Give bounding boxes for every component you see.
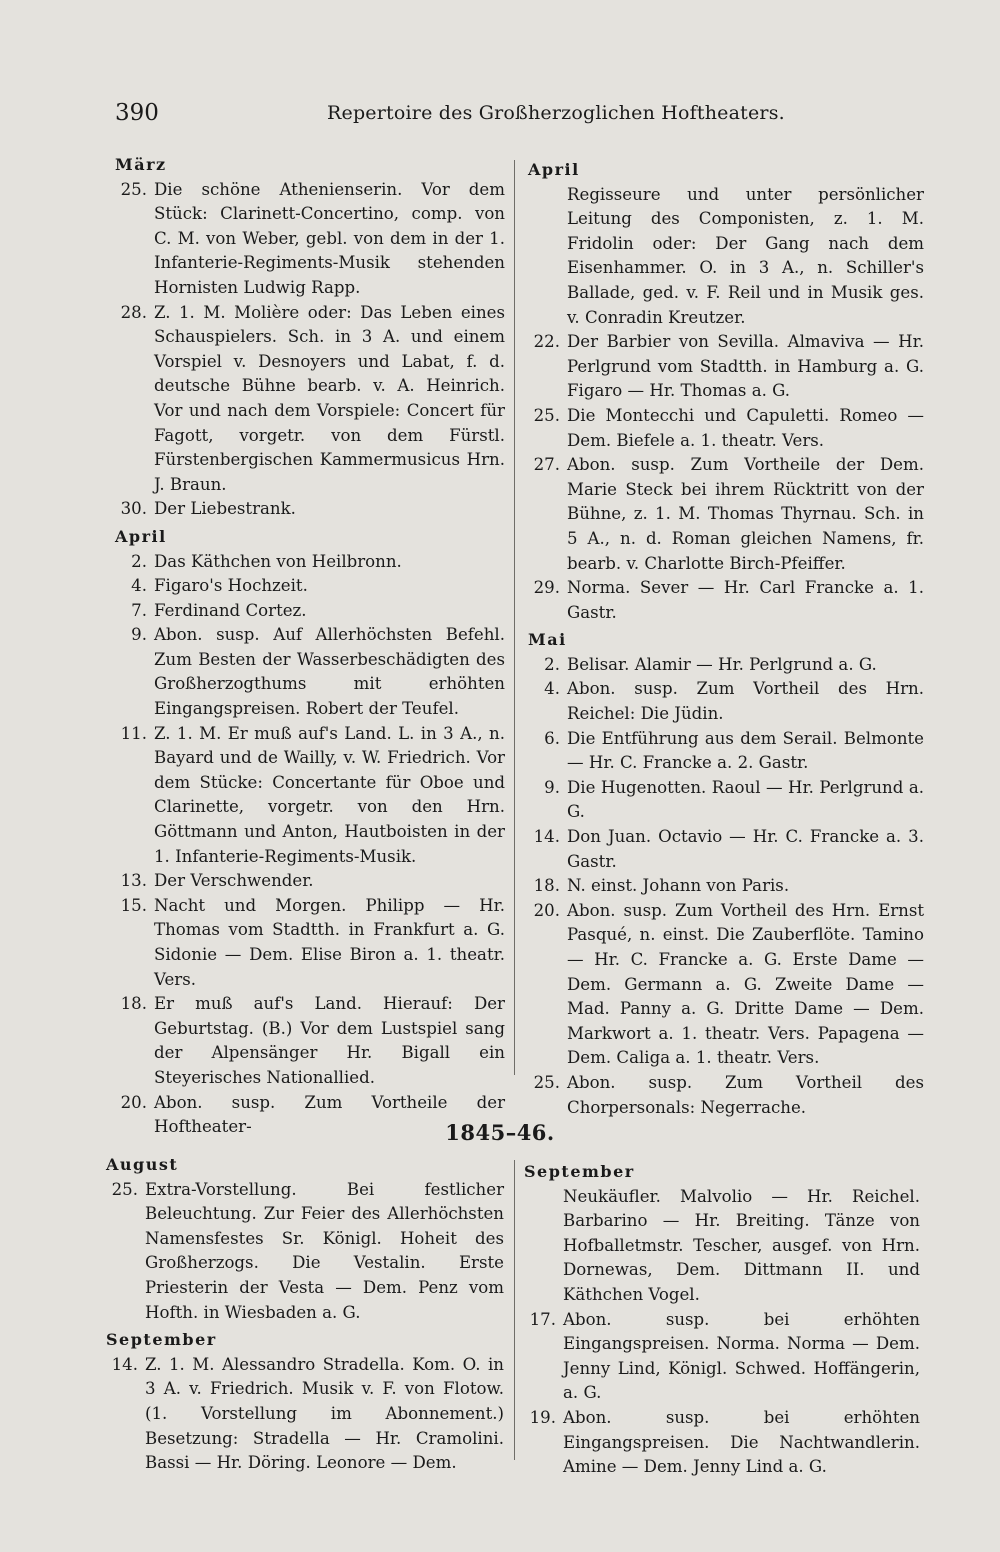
entry-date: 30.	[120, 499, 147, 519]
entry-date: 4.	[131, 576, 147, 596]
performance-entry	[528, 576, 924, 625]
entry-text: Abon. susp. Zum Vortheile der Dem. Marie Steck bei ihrem Rücktritt von der Bühne, z. 1. M. Thomas Thyrnau. Sch. in 5 A., n. d. Roman gleichen Namens, fr. bearb. v. Charlotte Birch-Pfeiffer.	[567, 455, 924, 573]
entry-date: 13.	[120, 871, 147, 891]
entry-date: 20.	[533, 900, 560, 920]
entry-text: Das Käthchen von Heilbronn.	[154, 551, 402, 571]
entry-date: 15.	[120, 895, 147, 915]
performance-entry	[528, 825, 924, 874]
performance-entry	[115, 722, 505, 870]
performance-entry	[524, 1406, 920, 1480]
page-number: 390	[115, 100, 159, 126]
entry-text: Abon. susp. bei erhöhten Eingangspreisen. Norma. Norma — Dem. Jenny Lind, Königl. Schwed. Hoffängerin, a. G.	[563, 1309, 920, 1403]
entry-text: Abon. susp. Auf Allerhöchsten Befehl. Zum Besten der Wasserbeschädigten des Großherzogthums mit erhöhten Eingangspreisen. Robert der Teufel.	[154, 625, 505, 719]
performance-entry	[115, 869, 505, 894]
month-heading: September	[524, 1162, 635, 1181]
entry-date: 18.	[533, 876, 560, 896]
performance-entry	[106, 1353, 504, 1476]
performance-entry	[115, 992, 505, 1090]
month-heading: August	[106, 1155, 179, 1174]
entry-date: 9.	[131, 625, 147, 645]
column-top-left	[115, 150, 505, 1140]
entry-date: 25.	[533, 1072, 560, 1092]
month-heading: Mai	[528, 630, 567, 650]
performance-entry	[106, 1178, 504, 1326]
entry-date: 7.	[131, 600, 147, 620]
running-title: Repertoire des Großherzoglichen Hoftheaters.	[327, 102, 785, 124]
entry-date: 19.	[529, 1407, 556, 1427]
page-header	[115, 100, 915, 134]
entry-date: 25.	[120, 179, 147, 199]
performance-entry	[528, 727, 924, 776]
entry-text: Z. 1. M. Er muß auf's Land. L. in 3 A., n. Bayard und de Wailly, v. W. Friedrich. Vor dem Stücke: Concertante für Oboe und Clarinette, vorgetr. von den Hrn. Göttmann und Anton, Hautboisten in der 1. Infanterie-Regiments-Musik.	[154, 723, 505, 866]
performance-entry	[528, 653, 924, 678]
entry-date: 17.	[529, 1309, 556, 1329]
entry-text: Don Juan. Octavio — Hr. C. Francke a. 3. Gastr.	[567, 827, 924, 871]
performance-entry	[524, 1308, 920, 1406]
entry-date: 11.	[120, 723, 147, 743]
entry-date: 9.	[544, 777, 560, 797]
performance-entry	[115, 599, 505, 624]
month-heading: April	[115, 526, 167, 546]
month-heading: April	[528, 160, 580, 179]
performance-entry	[115, 894, 505, 992]
performance-entry	[528, 453, 924, 576]
entry-date: 25.	[111, 1179, 138, 1199]
entry-date: 28.	[120, 302, 147, 322]
month-heading: September	[106, 1330, 217, 1350]
entry-text: Abon. susp. Zum Vortheil des Chorpersonals: Negerrache.	[567, 1072, 924, 1117]
entry-text: Abon. susp. Zum Vortheil des Hrn. Reichel: Die Jüdin.	[567, 679, 924, 724]
column-top-right	[528, 155, 924, 1120]
performance-entry	[528, 776, 924, 825]
entry-text: Belisar. Alamir — Hr. Perlgrund a. G.	[567, 654, 877, 674]
entry-text: Der Verschwender.	[154, 871, 314, 891]
performance-entry	[115, 178, 505, 301]
entry-date: 2.	[544, 654, 560, 674]
month-heading: März	[115, 155, 167, 174]
entry-text: Z. 1. M. Molière oder: Das Leben eines Schauspielers. Sch. in 3 A. und einem Vorspiel v. Desnoyers und Labat, f. d. deutsche Bühne bearb. v. A. Heinrich. Vor und nach dem Vorspiele: Concert für Fagott, vorgetr. von dem Fürstl. Fürstenbergischen Kammermusicus Hrn. J. Braun.	[154, 302, 505, 494]
entry-text: Figaro's Hochzeit.	[154, 576, 308, 596]
column-bottom-left	[106, 1150, 504, 1476]
entry-date: 25.	[533, 405, 560, 425]
entry-date: 29.	[533, 578, 560, 598]
performance-entry	[115, 623, 505, 721]
entry-text: Er muß auf's Land. Hierauf: Der Geburtstag. (B.) Vor dem Lustspiel sang der Alpensänger Hr. Bigall ein Steyerisches Nationallied.	[154, 994, 505, 1087]
entry-date: 20.	[120, 1092, 147, 1112]
entry-date: 4.	[544, 679, 560, 699]
entry-date: 22.	[533, 332, 560, 352]
entry-text: N. einst. Johann von Paris.	[567, 876, 790, 896]
performance-entry	[528, 330, 924, 404]
entry-text: Der Barbier von Sevilla. Almaviva — Hr. Perlgrund vom Stadtth. in Hamburg a. G. Figaro — Hr. Thomas a. G.	[567, 332, 924, 401]
performance-entry	[115, 574, 505, 599]
entry-text: Die schöne Athenienserin. Vor dem Stück: Clarinett-Concertino, comp. von C. M. von Weber, gebl. von dem in der 1. Infanterie-Regiments-Musik stehenden Hornisten Ludwig Rapp.	[154, 179, 505, 297]
entry-text: Norma. Sever — Hr. Carl Francke a. 1. Gastr.	[567, 578, 924, 622]
performance-entry	[115, 497, 505, 522]
entry-continuation: Regisseure und unter persönlicher Leitung des Componisten, z. 1. M. Fridolin oder: Der Gang nach dem Eisenhammer. O. in 3 A., n. Schiller's Ballade, ged. v. F. Reil und in Musik ges. v. Conradin Kreutzer.	[567, 184, 924, 327]
entry-date: 18.	[120, 994, 147, 1014]
performance-entry	[528, 899, 924, 1071]
entry-date: 14.	[111, 1354, 138, 1374]
entry-text: Abon. susp. Zum Vortheil des Hrn. Ernst Pasqué, n. einst. Die Zauberflöte. Tamino — Hr. C. Francke a. G. Erste Dame — Dem. Germann a. G. Zweite Dame — Mad. Panny a. G. Dritte Dame — Dem. Markwort a. 1. theatr. Vers. Papagena — Dem. Caliga a. 1. theatr. Vers.	[567, 900, 924, 1068]
season-heading: 1845–46.	[445, 1120, 555, 1145]
entry-text: Z. 1. M. Alessandro Stradella. Kom. O. in 3 A. v. Friedrich. Musik v. F. von Flotow. (1. Vorstellung im Abonnement.) Besetzung: Stradella — Hr. Cramolini. Bassi — Hr. Döring. Leonore — Dem.	[145, 1354, 504, 1473]
performance-entry	[528, 1071, 924, 1120]
entry-date: 2.	[131, 551, 147, 571]
entry-text: Nacht und Morgen. Philipp — Hr. Thomas vom Stadtth. in Frankfurt a. G. Sidonie — Dem. Elise Biron a. 1. theatr. Vers.	[154, 895, 505, 989]
performance-entry	[528, 874, 924, 899]
entry-text: Die Hugenotten. Raoul — Hr. Perlgrund a. G.	[567, 777, 924, 822]
entry-date: 14.	[533, 827, 560, 847]
column-bottom-right	[524, 1157, 920, 1480]
entry-text: Der Liebestrank.	[154, 499, 296, 519]
entry-text: Die Entführung aus dem Serail. Belmonte — Hr. C. Francke a. 2. Gastr.	[567, 728, 924, 773]
column-divider-bottom	[514, 1160, 515, 1460]
entry-text: Abon. susp. bei erhöhten Eingangspreisen. Die Nachtwandlerin. Amine — Dem. Jenny Lind a. G.	[563, 1407, 920, 1477]
entry-text: Ferdinand Cortez.	[154, 600, 307, 620]
entry-date: 6.	[544, 728, 560, 748]
column-divider-top	[514, 160, 515, 1075]
entry-text: Extra-Vorstellung. Bei festlicher Beleuchtung. Zur Feier des Allerhöchsten Namensfestes Sr. Königl. Hoheit des Großherzogs. Die Vestalin. Erste Priesterin der Vesta — Dem. Penz vom Hofth. in Wiesbaden a. G.	[145, 1179, 504, 1322]
performance-entry	[115, 550, 505, 575]
performance-entry	[528, 404, 924, 453]
performance-entry	[528, 677, 924, 726]
performance-entry	[115, 301, 505, 498]
entry-continuation: Neukäufler. Malvolio — Hr. Reichel. Barbarino — Hr. Breiting. Tänze von Hofballetmstr. Tescher, ausgef. von Hrn. Dornewas, Dem. Dittmann II. und Käthchen Vogel.	[563, 1186, 920, 1304]
entry-text: Die Montecchi und Capuletti. Romeo — Dem. Biefele a. 1. theatr. Vers.	[567, 405, 924, 450]
entry-date: 27.	[533, 455, 560, 475]
entry-text: Abon. susp. Zum Vortheile der Hoftheater-	[154, 1092, 505, 1137]
